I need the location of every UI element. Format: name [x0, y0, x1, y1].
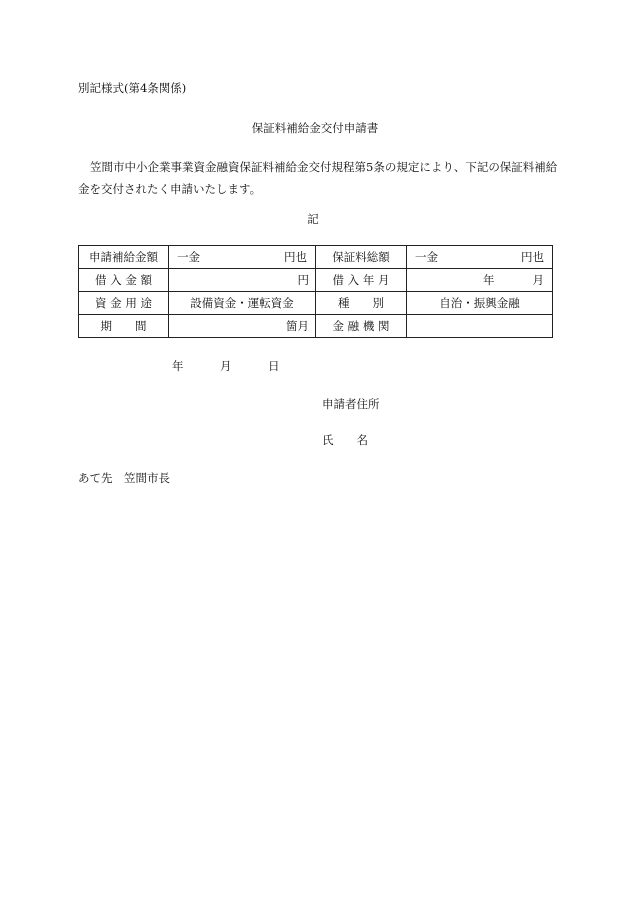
amount-suffix: 円也 — [521, 250, 544, 264]
body-paragraph — [78, 156, 558, 200]
financial-institution-field — [407, 315, 553, 338]
loan-date-field — [407, 269, 553, 292]
applicant-address-label: 申請者住所 — [322, 397, 380, 411]
date-year: 年 — [172, 359, 184, 373]
table-label: 期 間 — [79, 315, 169, 338]
fund-purpose-field: 設備資金・運転資金 — [169, 292, 316, 315]
table-row — [79, 269, 553, 292]
amount-prefix: 一金 — [177, 250, 200, 264]
period-field: 箇月 — [169, 315, 316, 338]
total-guarantee-fee-field — [407, 246, 553, 269]
table-label: 資 金 用 途 — [79, 292, 169, 315]
month-unit: 月 — [532, 273, 544, 287]
document-title: 保証料補給金交付申請書 — [251, 121, 379, 135]
table-label: 借 入 年 月 — [316, 269, 407, 292]
requested-amount-field — [169, 246, 316, 269]
body-text: 笠間市中小企業事業資金融資保証料補給金交付規程第5条の規定により、下記の保証料補給金を交付されたく申請いたします。 — [78, 160, 558, 196]
date-day: 日 — [268, 359, 280, 373]
table-label: 金 融 機 関 — [316, 315, 407, 338]
applicant-name-label: 氏 名 — [322, 433, 368, 447]
ki-heading: 記 — [307, 212, 319, 226]
table-row — [79, 292, 553, 315]
table-label: 保証料総額 — [316, 246, 407, 269]
loan-type-field: 自治・振興金融 — [407, 292, 553, 315]
loan-amount-field: 円 — [169, 269, 316, 292]
application-table — [78, 245, 553, 338]
date-month: 月 — [220, 359, 232, 373]
table-row — [79, 315, 553, 338]
year-unit: 年 — [483, 273, 495, 287]
date-line — [172, 359, 280, 373]
addressee: あて先 笠間市長 — [78, 471, 170, 485]
table-label: 借 入 金 額 — [79, 269, 169, 292]
amount-suffix: 円也 — [284, 250, 307, 264]
table-row — [79, 246, 553, 269]
table-label: 申請補給金額 — [79, 246, 169, 269]
amount-prefix: 一金 — [415, 250, 438, 264]
table-label: 種 別 — [316, 292, 407, 315]
form-reference: 別記様式(第4条関係) — [78, 81, 187, 95]
